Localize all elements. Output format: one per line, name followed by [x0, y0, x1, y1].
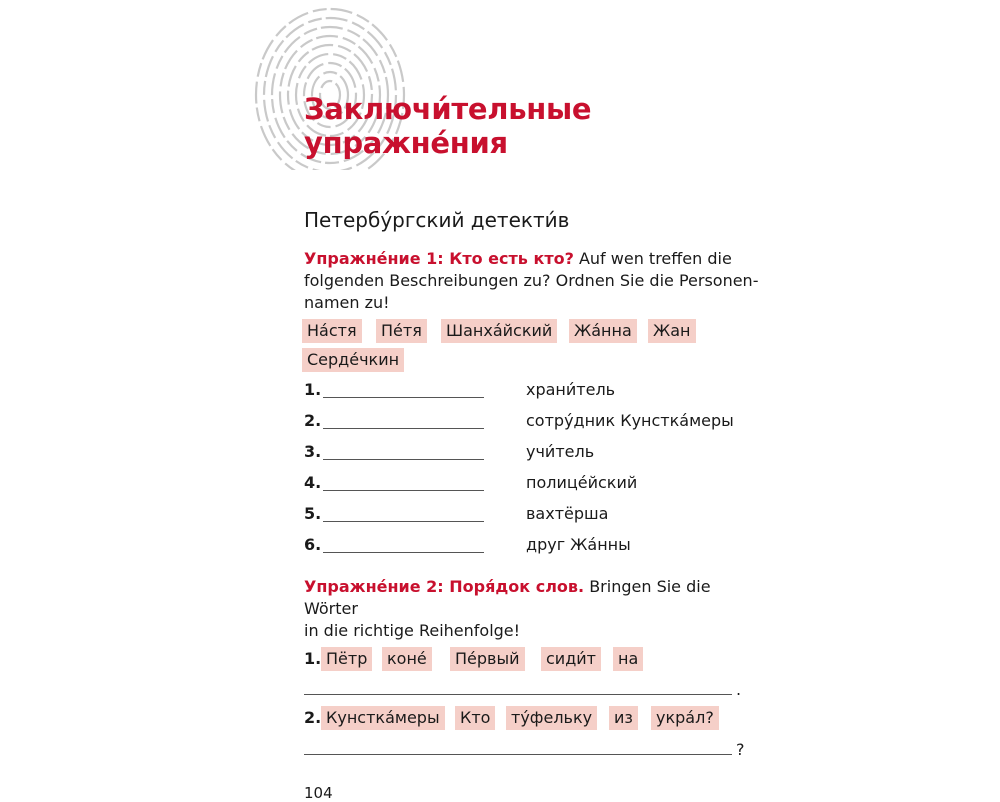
sentence-end-punctuation: . — [736, 680, 742, 699]
word-chip: ту́фельку — [506, 706, 597, 730]
exercise-1-item — [304, 440, 764, 464]
item-description: друг Жа́нны — [526, 535, 631, 554]
title-line-1: Заключи́тельные — [304, 92, 592, 126]
exercise-2-label: Упражне́ние 2: Поря́док слов. — [304, 577, 585, 596]
sentence-end-punctuation: ? — [736, 740, 745, 759]
name-chip: Жан — [648, 319, 696, 343]
item-description: вахтёрша — [526, 504, 609, 523]
answer-blank[interactable] — [323, 521, 484, 522]
sentence-number: 2. — [304, 708, 322, 727]
word-chip: Кто — [455, 706, 495, 730]
answer-blank[interactable] — [323, 490, 484, 491]
name-chip: Шанха́йский — [441, 319, 557, 343]
word-chip: Пётр — [321, 647, 372, 671]
exercise-1-item — [304, 471, 764, 495]
item-number: 3. — [304, 442, 322, 461]
item-description: сотру́дник Кунстка́меры — [526, 411, 734, 430]
word-chip: коне́ — [382, 647, 432, 671]
item-number: 5. — [304, 504, 322, 523]
word-chip: Пе́рвый — [450, 647, 525, 671]
name-chip: Пе́тя — [376, 319, 427, 343]
name-chip: На́стя — [302, 319, 362, 343]
exercise-1-item — [304, 533, 764, 557]
word-chip: Кунстка́меры — [321, 706, 445, 730]
word-chip: сиди́т — [541, 647, 601, 671]
item-description: храни́тель — [526, 380, 616, 399]
title-line-2: упражне́ния — [304, 126, 508, 160]
section-subtitle: Петербу́ргский детекти́в — [304, 208, 570, 232]
page-title — [304, 92, 591, 160]
word-chip: укра́л? — [651, 706, 719, 730]
answer-blank[interactable] — [323, 459, 484, 460]
item-number: 4. — [304, 473, 322, 492]
exercise-1-text-3: namen zu! — [304, 293, 390, 312]
item-number: 2. — [304, 411, 322, 430]
exercise-1-item — [304, 378, 764, 402]
exercise-1-item — [304, 409, 764, 433]
exercise-2-instruction — [304, 576, 759, 642]
answer-blank[interactable] — [323, 552, 484, 553]
exercise-1-text-1: Auf wen treffen die — [573, 249, 732, 268]
sentence-answer-line[interactable] — [304, 754, 732, 755]
page-number: 104 — [304, 784, 333, 802]
word-chip: на — [613, 647, 643, 671]
answer-blank[interactable] — [323, 428, 484, 429]
sentence-answer-line[interactable] — [304, 694, 732, 695]
exercise-1-instruction — [304, 248, 759, 314]
sentence-number: 1. — [304, 649, 322, 668]
exercise-1-text-2: folgenden Beschreibungen zu? Ordnen Sie die Personen- — [304, 271, 759, 290]
item-number: 6. — [304, 535, 322, 554]
exercise-2-text-2: in die richtige Reihenfolge! — [304, 621, 521, 640]
answer-blank[interactable] — [323, 397, 484, 398]
name-chip: Серде́чкин — [302, 348, 404, 372]
exercise-1-label: Упражне́ние 1: Кто есть кто? — [304, 249, 574, 268]
word-chip: из — [609, 706, 638, 730]
exercise-2-text-1: Bringen Sie die Wörter — [304, 577, 711, 618]
item-number: 1. — [304, 380, 322, 399]
item-description: полице́йский — [526, 473, 638, 492]
item-description: учи́тель — [526, 442, 595, 461]
name-chip: Жа́нна — [569, 319, 637, 343]
exercise-1-item — [304, 502, 764, 526]
